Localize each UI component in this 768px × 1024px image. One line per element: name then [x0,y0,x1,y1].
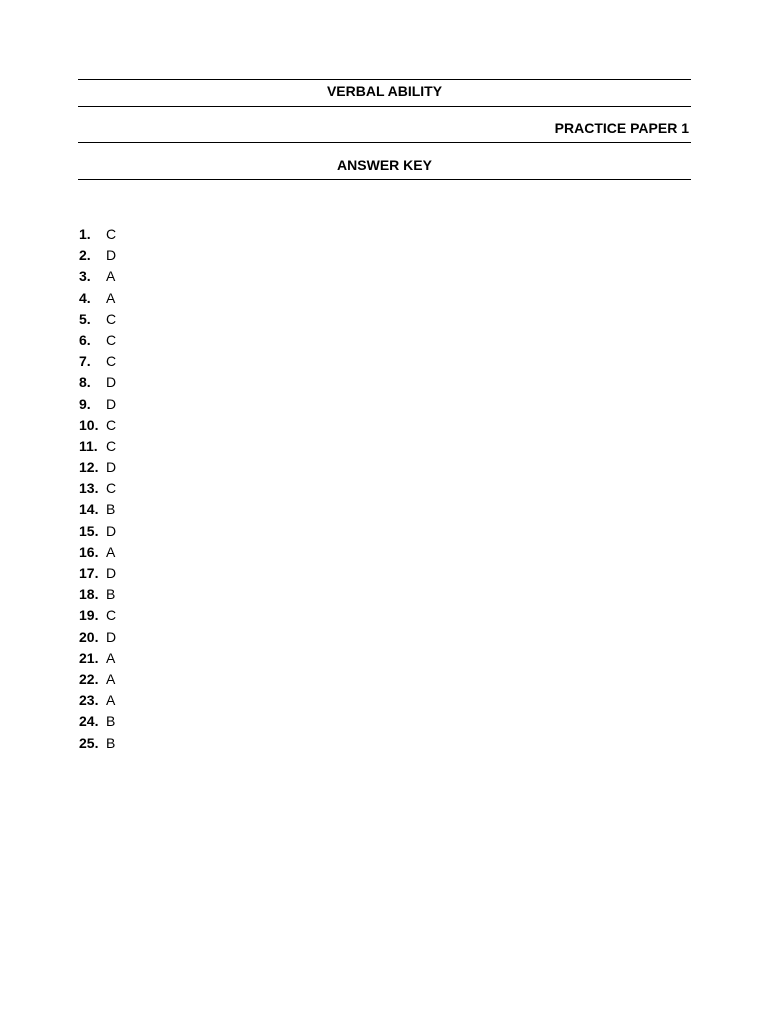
answer-letter: C [106,353,117,370]
answer-list [79,224,116,754]
question-number: 12. [79,459,99,476]
answer-letter: B [106,734,116,751]
list-item [79,436,116,457]
answer-letter: A [106,289,116,306]
question-number: 23. [79,692,99,709]
section-title: ANSWER KEY [337,157,432,173]
list-item [79,499,116,520]
list-item [79,372,116,393]
question-number: 14. [79,501,99,518]
list-item [79,711,116,732]
question-number: 2. [79,247,91,264]
header-rule-2 [78,142,691,143]
answer-letter: C [106,226,117,242]
list-item [79,521,116,542]
list-item [79,415,116,436]
list-item [79,330,116,351]
answer-letter: D [106,374,117,391]
answer-letter: B [106,586,116,603]
answer-letter: D [106,395,117,412]
answer-letter: C [106,437,117,454]
list-item [79,648,116,669]
question-number: 15. [79,522,99,539]
list-item [79,394,116,415]
list-item [79,288,116,309]
answer-letter: C [106,331,117,348]
header-rule-top [78,79,691,80]
question-number: 4. [79,289,91,306]
question-number: 25. [79,734,99,751]
list-item [79,584,116,605]
answer-letter: D [106,628,117,645]
question-number: 20. [79,628,99,645]
answer-letter: D [106,522,117,539]
question-number: 13. [79,480,99,497]
question-number: 11. [79,437,98,454]
question-number: 16. [79,543,99,560]
answer-letter: D [106,565,117,581]
list-item [79,224,116,245]
question-number: 18. [79,586,99,603]
subject-title: VERBAL ABILITY [326,83,443,99]
header-rule-1 [78,106,691,107]
list-item [79,733,116,754]
question-number: 21. [79,649,99,666]
answer-letter: A [106,692,116,709]
question-number: 7. [79,353,91,370]
answer-letter: B [106,713,116,730]
paper-title: PRACTICE PAPER 1 [554,120,689,136]
answer-letter: C [106,607,117,624]
answer-letter: C [106,416,117,433]
question-number: 9. [79,395,91,412]
answer-letter: D [106,459,117,476]
question-number: 24. [79,713,99,730]
list-item [79,309,116,330]
list-item [79,266,116,287]
answer-letter: A [106,268,116,285]
list-item [79,605,116,626]
question-number: 3. [79,268,91,285]
list-item [79,669,116,690]
question-number: 19. [79,607,99,624]
question-number: 1. [79,226,91,242]
list-item [79,627,116,648]
answer-letter: B [106,501,116,518]
list-item [79,690,116,711]
list-item [79,245,116,266]
question-number: 10. [79,416,99,433]
answer-letter: D [106,247,117,264]
question-number: 17. [79,565,99,581]
question-number: 8. [79,374,91,391]
answer-letter: C [106,310,117,327]
answer-letter: A [106,649,116,666]
list-item [79,351,116,372]
answer-letter: C [106,480,117,497]
question-number: 5. [79,310,91,327]
list-item [79,478,116,499]
header-rule-bottom [78,179,691,180]
list-item [79,563,116,584]
list-item [79,457,116,478]
answer-letter: A [106,670,116,687]
answer-letter: A [106,543,116,560]
question-number: 22. [79,670,99,687]
list-item [79,542,116,563]
question-number: 6. [79,331,91,348]
